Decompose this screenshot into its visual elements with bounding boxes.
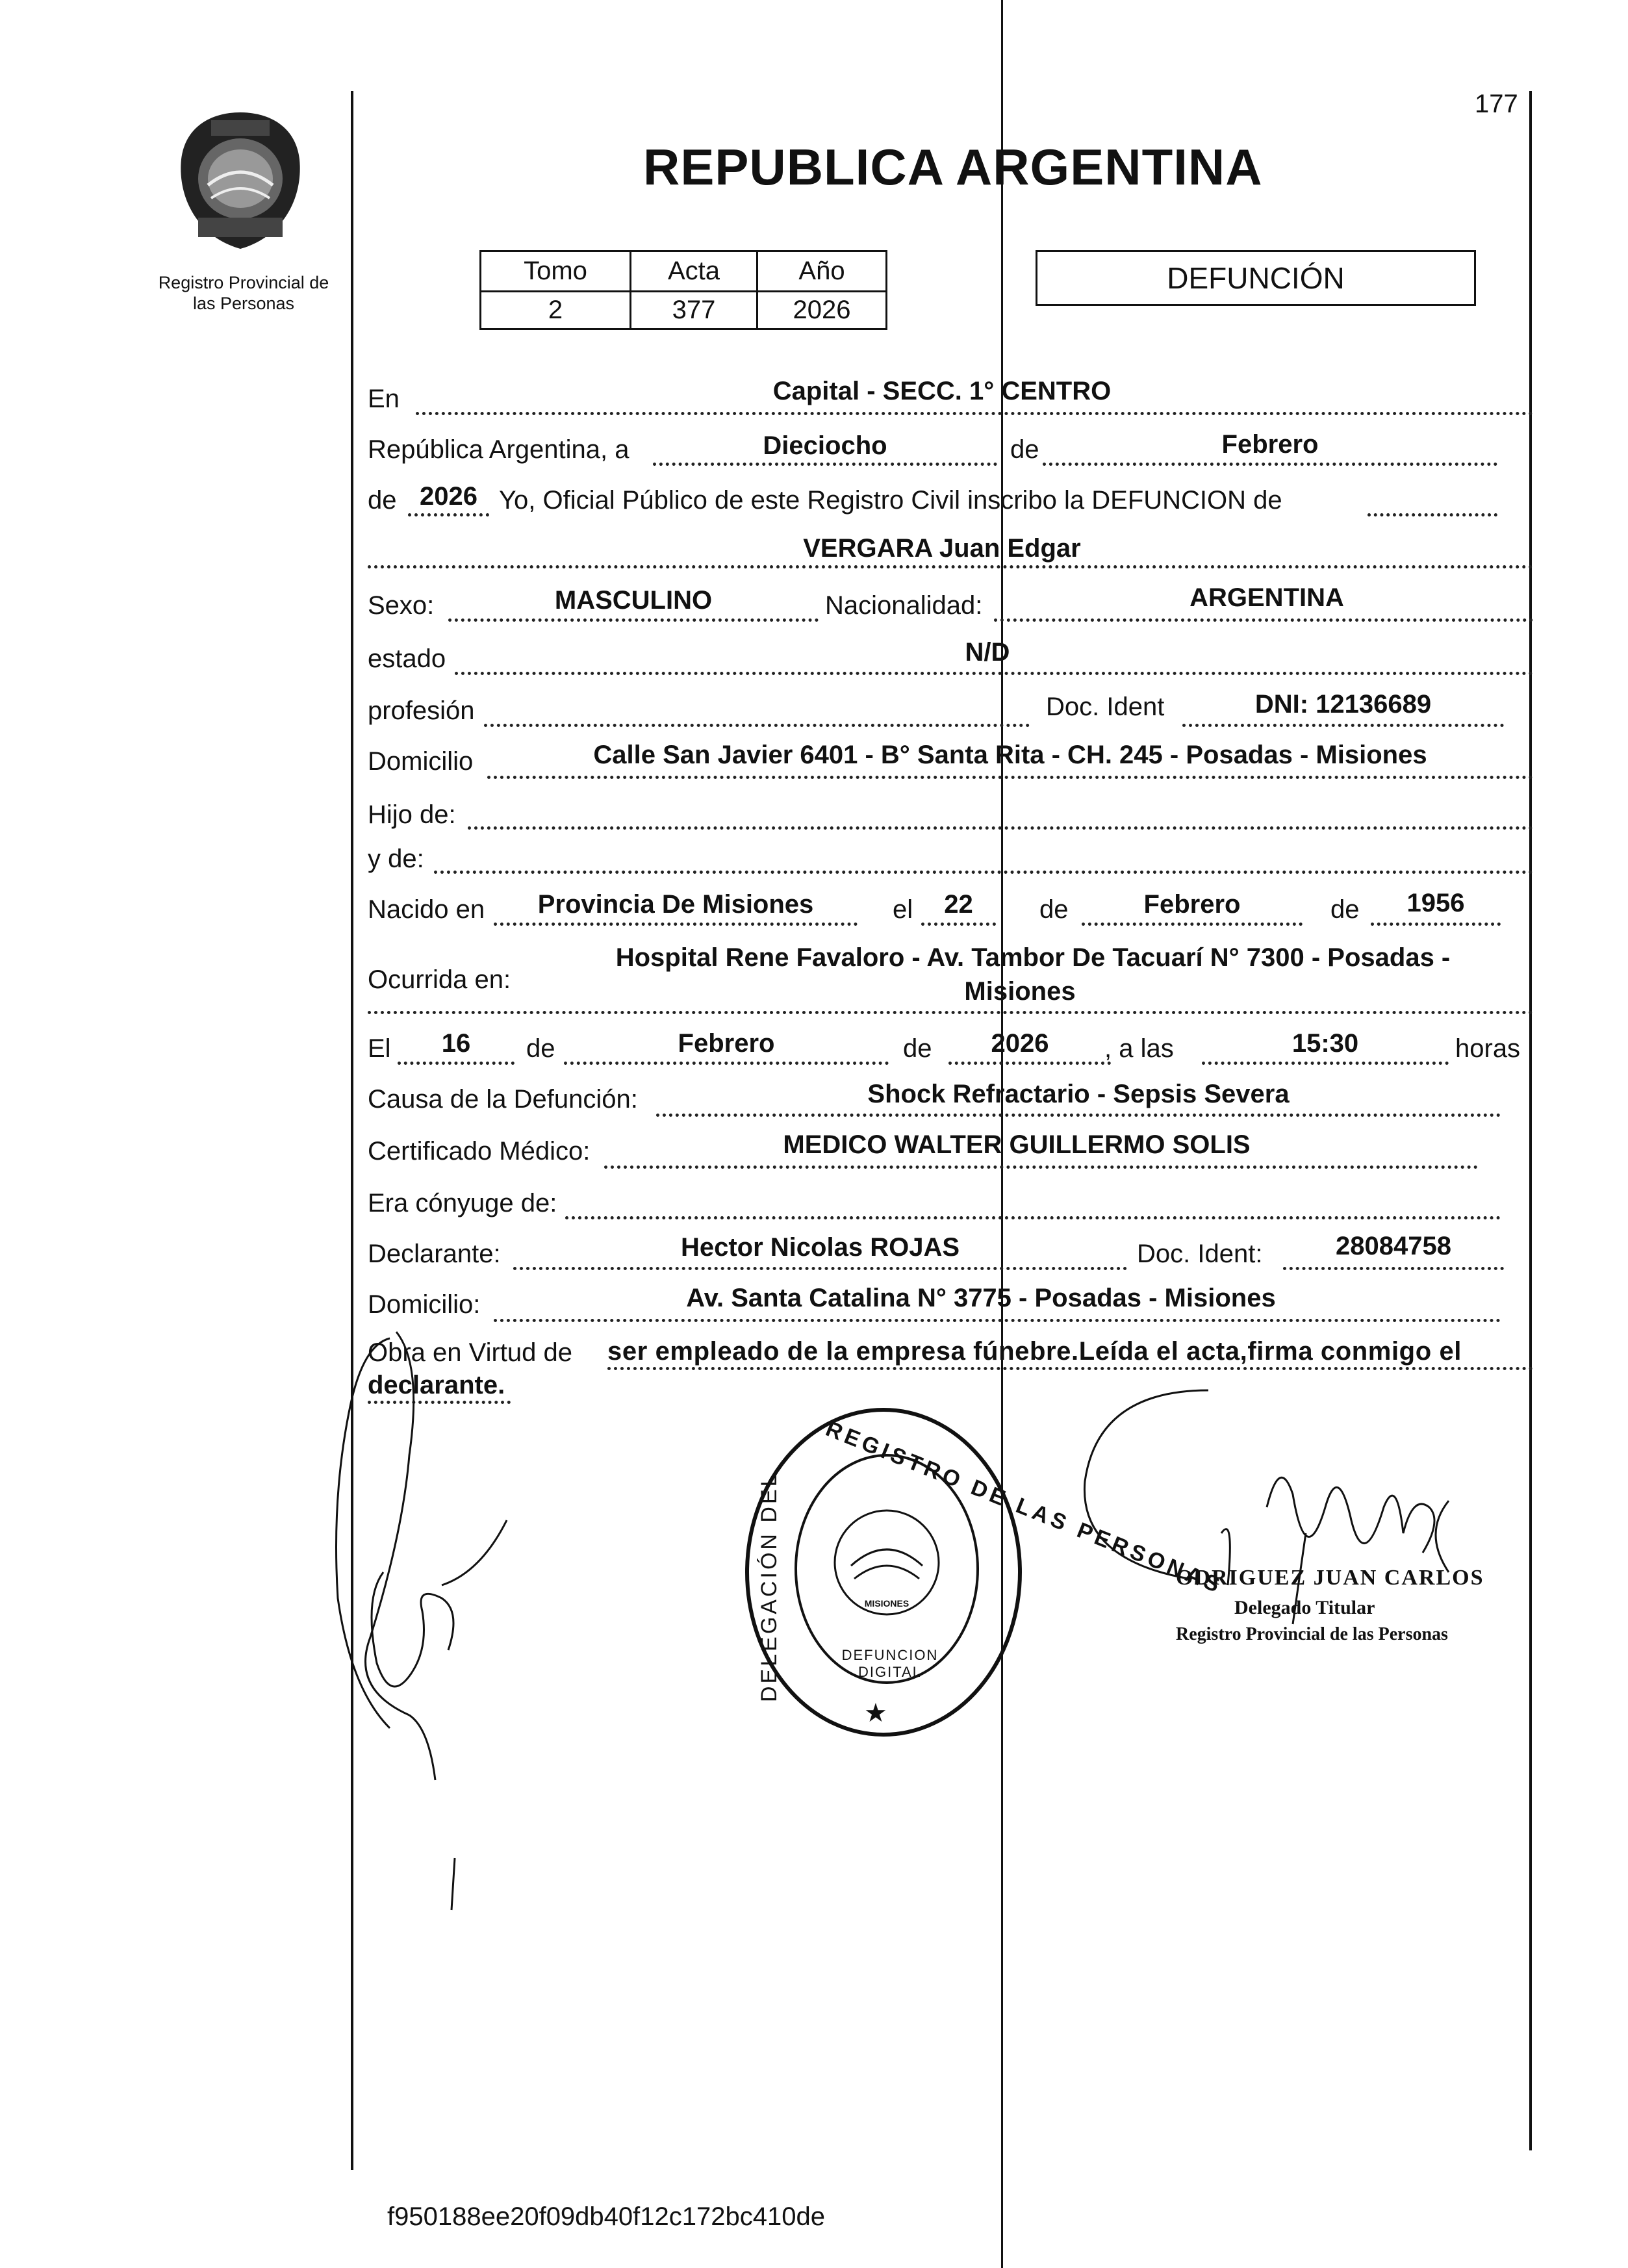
dotline-estado: [455, 672, 1533, 675]
nacionalidad-value: ARGENTINA: [1189, 583, 1344, 612]
record-table: [479, 250, 887, 330]
dotline-sexo: [448, 618, 819, 622]
dotline-def-anio: [948, 1062, 1111, 1065]
def-mes-value: Febrero: [678, 1029, 775, 1058]
anio-header: Año: [757, 251, 887, 292]
label-sexo: Sexo:: [368, 591, 435, 620]
record-type-box: DEFUNCIÓN: [1036, 250, 1476, 306]
dotline-profesion: [484, 724, 1030, 727]
nac-dia-value: 22: [944, 890, 973, 919]
label-de-nac-mes: de: [1039, 895, 1069, 924]
dotline-nombre: [368, 565, 1533, 568]
label-de-def-mes: de: [526, 1034, 555, 1063]
nombre-value: VERGARA Juan Edgar: [803, 534, 1081, 563]
declarante-domicilio-value: Av. Santa Catalina N° 3775 - Posadas - Misiones: [686, 1284, 1276, 1312]
dotline-anio: [408, 513, 489, 516]
dotline-ocurrida: [368, 1011, 1533, 1014]
label-profesion: profesión: [368, 696, 475, 725]
declarante-value: Hector Nicolas ROJAS: [680, 1233, 960, 1262]
anio-value: 2026: [420, 482, 477, 511]
dotline-dia: [653, 463, 997, 466]
label-domicilio: Domicilio: [368, 747, 474, 776]
dotline-causa: [656, 1114, 1501, 1117]
label-causa: Causa de la Defunción:: [368, 1085, 638, 1114]
dotline-nacido-en: [494, 923, 858, 926]
official-stamp-line2: Delegado Titular: [1234, 1597, 1375, 1618]
official-stamp-line3: Registro Provincial de las Personas: [1176, 1624, 1448, 1644]
declarante-doc-value: 28084758: [1336, 1232, 1451, 1260]
label-republica: República Argentina, a: [368, 435, 630, 464]
dotline-hijo-de: [468, 826, 1533, 830]
seal-center-text: MISIONES: [864, 1598, 909, 1609]
dotline-y-de: [434, 871, 1533, 874]
label-el-cap: El: [368, 1034, 391, 1063]
dotline-declarante-domicilio: [494, 1319, 1501, 1322]
anio-value: 2026: [757, 292, 887, 329]
document-hash: f950188ee20f09db40f12c172bc410de: [387, 2202, 825, 2231]
estado-value: N/D: [965, 638, 1010, 667]
acta-header: Acta: [631, 251, 757, 292]
dotline-en: [416, 412, 1533, 415]
dia-value: Dieciocho: [763, 431, 887, 460]
label-obra: Obra en Virtud de: [368, 1338, 573, 1367]
dotline-def-dia: [398, 1062, 515, 1065]
declarant-signature: [312, 1325, 572, 1923]
nac-anio-value: 1956: [1406, 889, 1465, 917]
nac-mes-value: Febrero: [1143, 890, 1241, 919]
right-margin-line: [1529, 91, 1532, 2150]
dotline-nac-mes: [1082, 923, 1303, 926]
label-el: el: [893, 895, 913, 924]
dotline-mes: [1043, 463, 1497, 466]
label-certificado: Certificado Médico:: [368, 1137, 591, 1166]
sexo-value: MASCULINO: [554, 586, 713, 615]
dotline-nac-dia: [921, 923, 996, 926]
misiones-emblem-icon: [172, 107, 309, 253]
label-yo-oficial: Yo, Oficial Público de este Registro Civil inscribo la DEFUNCION de: [499, 486, 1282, 515]
acta-value: 377: [631, 292, 757, 329]
seal-left-text: DELEGACIÓN DEL: [757, 1472, 782, 1702]
label-en: En: [368, 385, 400, 413]
dotline-domicilio: [487, 776, 1533, 779]
dotline-obra: [607, 1367, 1533, 1370]
dotline-nac-anio: [1371, 923, 1501, 926]
certificado-value: MEDICO WALTER GUILLERMO SOLIS: [783, 1130, 1251, 1159]
label-doc-ident: Doc. Ident: [1046, 693, 1165, 721]
dotline-def-mes: [564, 1062, 889, 1065]
dotline-declarante: [513, 1267, 1127, 1270]
mes-value: Febrero: [1221, 430, 1319, 459]
svg-text:★: ★: [864, 1699, 887, 1727]
dotline-declarante-doc: [1283, 1267, 1504, 1270]
registry-label-line2: las Personas: [192, 294, 295, 313]
nacido-en-value: Provincia De Misiones: [537, 890, 814, 919]
ocurrida-line1-value: Hospital Rene Favaloro - Av. Tambor De Tacuarí N° 7300 - Posadas -: [615, 943, 1451, 972]
dotline-nacionalidad: [994, 618, 1533, 622]
label-estado: estado: [368, 644, 446, 673]
seal-outer-text: REGISTRO DE LAS PERSONAS: [822, 1416, 1227, 1599]
label-nacido-en: Nacido en: [368, 895, 485, 924]
official-stamp-line1: ODRIGUEZ JUAN CARLOS: [1176, 1566, 1484, 1590]
domicilio-value: Calle San Javier 6401 - B° Santa Rita - CH. 245 - Posadas - Misiones: [593, 741, 1427, 769]
dotline-conyuge: [565, 1216, 1501, 1219]
ocurrida-line2-value: Misiones: [964, 977, 1076, 1006]
causa-value: Shock Refractario - Sepsis Severa: [867, 1080, 1290, 1108]
label-conyuge: Era cónyuge de:: [368, 1189, 557, 1217]
label-horas: horas: [1455, 1034, 1521, 1063]
label-domicilio-declarante: Domicilio:: [368, 1290, 481, 1319]
doc-value: DNI: 12136689: [1254, 690, 1432, 719]
label-a-las: , a las: [1104, 1034, 1174, 1063]
label-de-nac-anio: de: [1330, 895, 1360, 924]
registry-seal: [741, 1403, 1227, 1741]
tomo-value: 2: [481, 292, 631, 329]
page-number: 177: [1475, 90, 1518, 118]
dotline-certificado: [604, 1166, 1478, 1169]
label-de-def-anio: de: [903, 1034, 932, 1063]
label-y-de: y de:: [368, 845, 424, 873]
label-declarante: Declarante:: [368, 1240, 501, 1268]
page-title: REPUBLICA ARGENTINA: [643, 138, 1263, 196]
tomo-header: Tomo: [481, 251, 631, 292]
def-hora-value: 15:30: [1291, 1029, 1359, 1058]
label-doc-ident-declarante: Doc. Ident:: [1137, 1240, 1263, 1268]
def-anio-value: 2026: [991, 1029, 1049, 1058]
def-dia-value: 16: [441, 1029, 471, 1058]
label-de-anio: de: [368, 486, 397, 515]
dotline-defuncion-de: [1367, 513, 1497, 516]
label-nacionalidad: Nacionalidad:: [825, 591, 983, 620]
dotline-doc: [1182, 724, 1504, 727]
lugar-value: Capital - SECC. 1° CENTRO: [772, 377, 1112, 405]
label-hijo-de: Hijo de:: [368, 800, 456, 829]
obra-line1-value: ser empleado de la empresa fúnebre.Leída el acta,firma conmigo el: [607, 1337, 1462, 1366]
label-de-mes: de: [1010, 435, 1039, 464]
label-ocurrida-en: Ocurrida en:: [368, 965, 511, 994]
dotline-def-hora: [1202, 1062, 1449, 1065]
seal-inner-text: DEFUNCION DIGITAL: [841, 1647, 939, 1680]
obra-line2-value: declarante.: [368, 1371, 505, 1399]
registry-label-line1: Registro Provincial de: [158, 273, 329, 292]
